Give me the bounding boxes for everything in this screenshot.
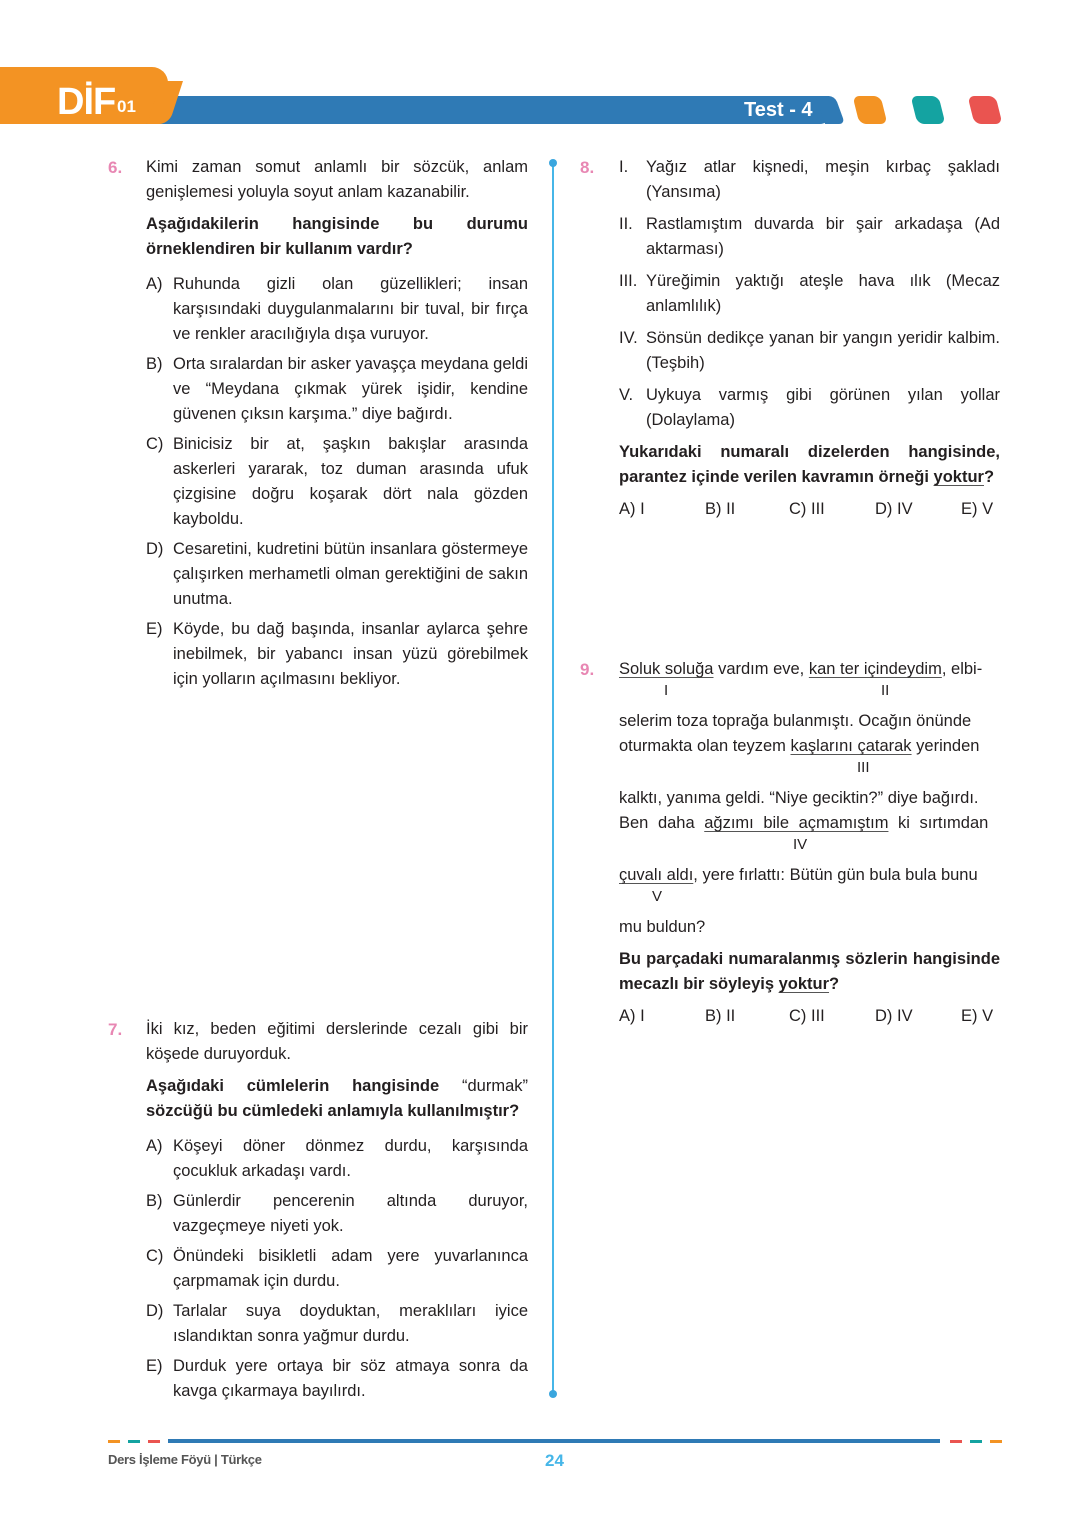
question-stem: Kimi zaman somut anlamlı bir sözcük, anlam genişlemesi yoluyla soyut anlam kazanabilir. <box>146 158 528 201</box>
answer-choices <box>619 1007 1000 1026</box>
option-c[interactable]: C) Binicisiz bir at, şaşkın bakışlar arasında askerleri yararak, toz duman arasında ufuk çizgisine doğru koşarak dört nala gözden kayboldu. <box>146 435 528 528</box>
statement-2: II. Rastlamıştım duvarda bir şair arkadaşa (Ad aktarması) <box>619 215 1000 258</box>
question-8 <box>580 155 1000 519</box>
choice-a[interactable]: A) I <box>619 1007 645 1025</box>
answer-choices <box>619 500 1000 519</box>
orange-tab-icon <box>853 96 888 124</box>
question-prompt: Aşağıdaki cümlelerin hangisinde “durmak” sözcüğü bu cümledeki anlamıyla kullanılmıştır? <box>146 1077 528 1120</box>
divider-top-dot <box>549 159 557 167</box>
footer-dash-teal-right <box>970 1440 982 1443</box>
question-7 <box>108 1017 528 1404</box>
footer-dash-orange <box>108 1440 120 1443</box>
option-c[interactable]: C) Önündeki bisikletli adam yere yuvarlanınca çarpmamak için durdu. <box>146 1247 528 1290</box>
option-e[interactable]: E) Köyde, bu dağ başında, insanlar aylarca şehre inebilmek, bir yabancı insan yüzü görebilmek için yolların açılmasını bekliyor. <box>146 620 528 688</box>
passage: Soluk soluğa vardım eve, kan ter içindeydim, elbi- I II selerim toza toprağa bulanmıştı. Ocağın önünde oturmakta olan teyzem kaşlarını çatarak yerinden III kalktı, yanıma geldi. “Niye geciktin?” diye bağırdı. Ben daha ağzımı bile açmamıştım ki sırtımdan IV çuvalı aldı, yere fırlattı: Bütün gün bula bula bunu V mu buldun? Bu parçadaki numaralanmış sözlerin hangisinde mecazlı bir söyleyiş yoktur? A) I B) II C) III D) IV E) V <box>619 660 1000 1025</box>
option-d[interactable]: D) Cesaretini, kudretini bütün insanlara göstermeye çalışırken merhametli olman gerektiğini de sakın unutma. <box>146 540 528 608</box>
logo: DİF <box>57 81 116 123</box>
footer-dash-orange-right <box>990 1440 1002 1443</box>
choice-e[interactable]: E) V <box>961 1007 994 1025</box>
question-number: 6. <box>108 158 123 177</box>
footer-dash-red-right <box>950 1440 962 1443</box>
question-stem: İki kız, beden eğitimi derslerinde cezalı gibi bir köşede duruyorduk. <box>146 1020 528 1063</box>
option-b[interactable]: B) Günlerdir pencerenin altında duruyor, vazgeçmeye niyeti yok. <box>146 1192 528 1235</box>
footer-title: Ders İşleme Föyü | Türkçe <box>108 1452 262 1467</box>
marker-3: III <box>857 759 870 776</box>
choice-a[interactable]: A) I <box>619 500 645 518</box>
statement-3: III. Yüreğimin yaktığı ateşle hava ılık (Mecaz anlamlılık) <box>619 272 1000 315</box>
column-divider <box>552 162 554 1394</box>
question-prompt: Aşağıdakilerin hangisinde bu durumu örneklendiren bir kullanım vardır? <box>146 215 528 258</box>
question-6 <box>108 155 528 692</box>
red-tab-icon <box>968 96 1003 124</box>
footer-bar <box>168 1439 940 1443</box>
choice-b[interactable]: B) II <box>705 500 736 518</box>
question-number: 8. <box>580 158 595 177</box>
statement-4: IV. Sönsün dedikçe yanan bir yangın yeridir kalbim. (Teşbih) <box>619 329 1000 372</box>
option-d[interactable]: D) Tarlalar suya doyduktan, meraklıları iyice ıslandıktan sonra yağmur durdu. <box>146 1302 528 1345</box>
question-prompt: Bu parçadaki numaralanmış sözlerin hangisinde mecazlı bir söyleyiş yoktur? <box>619 950 1000 993</box>
choice-c[interactable]: C) III <box>789 500 825 518</box>
option-b[interactable]: B) Orta sıralardan bir asker yavaşça meydana geldi ve “Meydana çıkmak yürek işidir, kendine güvenen çıksın karşıma.” diye bağırdı. <box>146 355 528 423</box>
choice-d[interactable]: D) IV <box>875 1007 913 1025</box>
footer-dash-teal <box>128 1440 140 1443</box>
teal-tab-icon <box>911 96 946 124</box>
option-e[interactable]: E) Durduk yere ortaya bir söz atmaya sonra da kavga çıkarmaya bayılırdı. <box>146 1357 528 1400</box>
footer-dash-red <box>148 1440 160 1443</box>
logo-number: 01 <box>117 97 136 116</box>
choice-d[interactable]: D) IV <box>875 500 913 518</box>
choice-c[interactable]: C) III <box>789 1007 825 1025</box>
page-number: 24 <box>545 1451 564 1470</box>
option-a[interactable]: A) Ruhunda gizli olan güzellikleri; insan karşısındaki duygulanmalarını bir tuval, bir fırça ve renkler aracılığıyla dışa vuruyor. <box>146 275 528 343</box>
marker-4: IV <box>793 836 808 853</box>
choice-b[interactable]: B) II <box>705 1007 736 1025</box>
option-a[interactable]: A) Köşeyi döner dönmez durdu, karşısında çocukluk arkadaşı vardı. <box>146 1137 528 1180</box>
test-label: Test - 4 <box>744 99 813 121</box>
statement-5: V. Uykuya varmış gibi görünen yılan yollar (Dolaylama) <box>619 386 1000 429</box>
marker-1: I <box>664 682 669 699</box>
marker-5: V <box>652 888 663 905</box>
question-9 <box>580 657 1000 1026</box>
divider-bottom-dot <box>549 1390 557 1398</box>
statement-1: I. Yağız atlar kişnedi, meşin kırbaç şakladı (Yansıma) <box>619 158 1000 201</box>
question-prompt: Yukarıdaki numaralı dizelerden hangisinde, parantez içinde verilen kavramın örneği yoktur? <box>619 443 1000 486</box>
choice-e[interactable]: E) V <box>961 500 994 518</box>
question-number: 7. <box>108 1020 123 1039</box>
question-number: 9. <box>580 660 595 679</box>
marker-2: II <box>881 682 890 699</box>
